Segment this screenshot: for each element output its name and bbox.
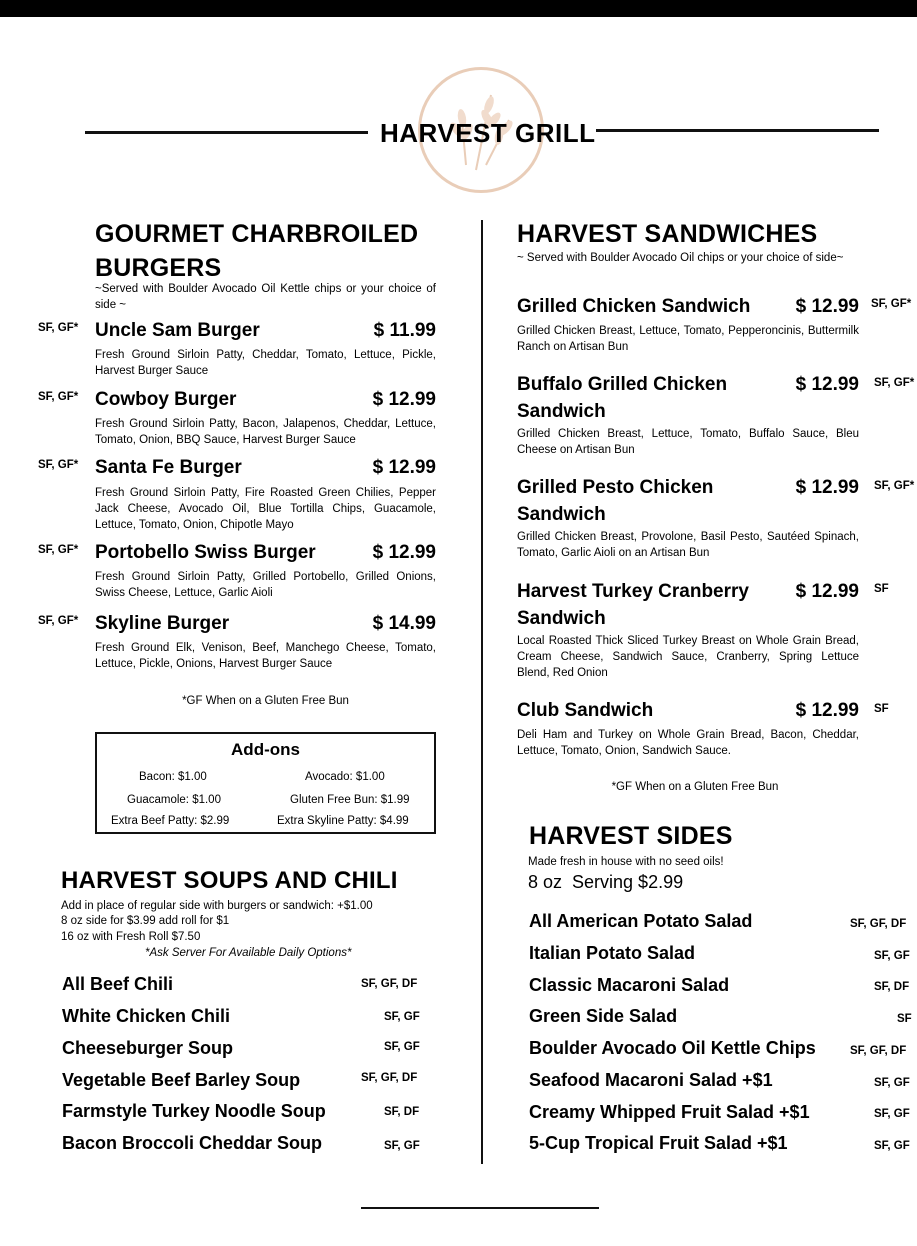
sides-note: Made fresh in house with no seed oils! <box>528 856 724 868</box>
soups-note: 8 oz side for $3.99 add roll for $1 <box>61 915 230 927</box>
top-bar <box>0 0 917 17</box>
header-rule-left <box>85 131 368 134</box>
burgers-gf-note: *GF When on a Gluten Free Bun <box>182 695 349 707</box>
burgers-title: GOURMET CHARBROILED BURGERS <box>95 220 419 282</box>
side-name: Italian Potato Salad <box>529 943 696 963</box>
addon-item: Avocado: $1.00 <box>305 771 385 783</box>
side-tag: SF <box>897 1013 912 1025</box>
header-rule-right <box>596 129 879 132</box>
burger-desc: Fresh Ground Elk, Venison, Beef, Manchego Cheese, Tomato, Lettuce, Pickle, Onions, Harvest Burger Sauce <box>95 642 436 670</box>
sandwich-price: $ 12.99 <box>795 477 859 498</box>
side-tag: SF, GF <box>874 1077 910 1089</box>
addons-box <box>95 732 436 834</box>
sandwich-desc: Grilled Chicken Breast, Lettuce, Tomato, Buffalo Sauce, Bleu Cheese on Artisan Bun <box>517 428 859 456</box>
sandwich-tag: SF, GF* <box>874 480 915 492</box>
soups-note: Add in place of regular side with burgers or sandwich: +$1.00 <box>61 900 373 912</box>
burger-price: $ 14.99 <box>372 613 436 634</box>
sandwiches-title: HARVEST SANDWICHES <box>517 220 818 248</box>
soup-name: Cheeseburger Soup <box>62 1038 234 1058</box>
side-tag: SF, DF <box>874 981 910 993</box>
side-name: Green Side Salad <box>529 1006 678 1026</box>
sandwich-tag: SF, GF* <box>874 377 915 389</box>
burger-desc: Fresh Ground Sirloin Patty, Cheddar, Tomato, Lettuce, Pickle, Harvest Burger Sauce <box>95 349 436 377</box>
side-name: 5-Cup Tropical Fruit Salad +$1 <box>529 1133 788 1153</box>
sandwich-tag: SF <box>874 703 889 715</box>
burger-name: Santa Fe Burger <box>95 457 242 478</box>
addon-item: Guacamole: $1.00 <box>127 794 221 806</box>
side-tag: SF, GF, DF <box>850 1045 907 1057</box>
burger-price: $ 12.99 <box>372 542 436 563</box>
footer-rule <box>361 1207 599 1209</box>
side-name: Creamy Whipped Fruit Salad +$1 <box>529 1102 810 1122</box>
sandwich-name: Grilled Chicken Sandwich <box>517 296 751 317</box>
sandwich-tag: SF <box>874 583 889 595</box>
burger-tag: SF, GF* <box>38 615 79 627</box>
sandwich-price: $ 12.99 <box>795 374 859 395</box>
sandwich-price: $ 12.99 <box>795 700 859 721</box>
burger-desc: Fresh Ground Sirloin Patty, Bacon, Jalapenos, Cheddar, Lettuce, Tomato, Onion, BBQ Sauce, Harvest Burger Sauce <box>95 418 436 446</box>
sandwich-desc: Grilled Chicken Breast, Lettuce, Tomato, Pepperoncinis, Buttermilk Ranch on Artisan Bun <box>517 325 859 353</box>
brand-title: HARVEST GRILL <box>380 118 596 148</box>
burger-tag: SF, GF* <box>38 544 79 556</box>
soup-tag: SF, GF, DF <box>361 1072 418 1084</box>
sides-title: HARVEST SIDES <box>529 822 733 850</box>
side-name: Boulder Avocado Oil Kettle Chips <box>529 1038 816 1058</box>
soups-note: 16 oz with Fresh Roll $7.50 <box>61 931 201 943</box>
addon-item: Gluten Free Bun: $1.99 <box>290 794 410 806</box>
side-name: Classic Macaroni Salad <box>529 975 730 995</box>
sandwiches-gf-note: *GF When on a Gluten Free Bun <box>611 781 779 793</box>
column-divider <box>481 220 483 1164</box>
addon-item: Extra Skyline Patty: $4.99 <box>277 815 409 827</box>
sandwich-name: Harvest Turkey Cranberry Sandwich <box>517 581 749 629</box>
addons-title: Add-ons <box>231 740 300 759</box>
burger-name: Uncle Sam Burger <box>95 320 260 341</box>
sandwich-desc: Local Roasted Thick Sliced Turkey Breast on Whole Grain Bread, Cream Cheese, Sandwich Sauce, Cranberry, Spring Lettuce Blend, Red Onion <box>517 635 859 679</box>
burger-name: Cowboy Burger <box>95 389 237 410</box>
sandwich-price: $ 12.99 <box>795 581 859 602</box>
sandwich-name: Grilled Pesto Chicken Sandwich <box>517 477 714 525</box>
sandwich-price: $ 12.99 <box>795 296 859 317</box>
soup-name: Bacon Broccoli Cheddar Soup <box>62 1133 323 1153</box>
soup-tag: SF, GF <box>384 1041 420 1053</box>
burger-name: Skyline Burger <box>95 613 230 634</box>
sides-serving: 8 oz Serving $2.99 <box>528 872 684 892</box>
burger-price: $ 12.99 <box>372 457 436 478</box>
burger-tag: SF, GF* <box>38 391 79 403</box>
burger-price: $ 11.99 <box>373 320 436 341</box>
soups-ask: *Ask Server For Available Daily Options* <box>145 947 352 959</box>
addon-item: Bacon: $1.00 <box>139 771 207 783</box>
sandwiches-subtitle: ~ Served with Boulder Avocado Oil chips or your choice of side~ <box>517 252 844 264</box>
soup-name: Vegetable Beef Barley Soup <box>62 1070 301 1090</box>
sandwich-name: Club Sandwich <box>517 700 654 721</box>
soup-name: White Chicken Chili <box>62 1006 231 1026</box>
side-tag: SF, GF <box>874 950 910 962</box>
side-name: All American Potato Salad <box>529 911 753 931</box>
soup-name: All Beef Chili <box>62 974 174 994</box>
soup-tag: SF, GF, DF <box>361 978 418 990</box>
soup-tag: SF, GF <box>384 1011 420 1023</box>
soup-name: Farmstyle Turkey Noodle Soup <box>62 1101 326 1121</box>
burger-desc: Fresh Ground Sirloin Patty, Fire Roasted Green Chilies, Pepper Jack Cheese, Avocado Oil, Blue Tortilla Chips, Guacamole, Lettuce, Tomato, Onion, Chipotle Mayo <box>95 487 436 531</box>
addon-item: Extra Beef Patty: $2.99 <box>111 815 230 827</box>
sandwich-desc: Grilled Chicken Breast, Provolone, Basil Pesto, Sautéed Spinach, Tomato, Garlic Aioli on an Artisan Bun <box>517 531 859 559</box>
side-tag: SF, GF <box>874 1140 910 1152</box>
burgers-subtitle: ~Served with Boulder Avocado Oil Kettle chips or your choice of side ~ <box>95 283 436 311</box>
sandwich-desc: Deli Ham and Turkey on Whole Grain Bread, Bacon, Cheddar, Lettuce, Tomato, Onion, Sandwich Sauce. <box>517 729 859 757</box>
sandwich-name: Buffalo Grilled Chicken Sandwich <box>517 374 728 422</box>
side-tag: SF, GF <box>874 1108 910 1120</box>
burger-tag: SF, GF* <box>38 459 79 471</box>
sandwich-tag: SF, GF* <box>871 298 912 310</box>
soup-tag: SF, GF <box>384 1140 420 1152</box>
burger-price: $ 12.99 <box>372 389 436 410</box>
side-name: Seafood Macaroni Salad +$1 <box>529 1070 773 1090</box>
burger-tag: SF, GF* <box>38 322 79 334</box>
burger-desc: Fresh Ground Sirloin Patty, Grilled Portobello, Grilled Onions, Swiss Cheese, Lettuce, Garlic Aioli <box>95 571 436 599</box>
burger-name: Portobello Swiss Burger <box>95 542 316 563</box>
side-tag: SF, GF, DF <box>850 918 907 930</box>
soups-title: HARVEST SOUPS AND CHILI <box>61 867 398 894</box>
soup-tag: SF, DF <box>384 1106 420 1118</box>
